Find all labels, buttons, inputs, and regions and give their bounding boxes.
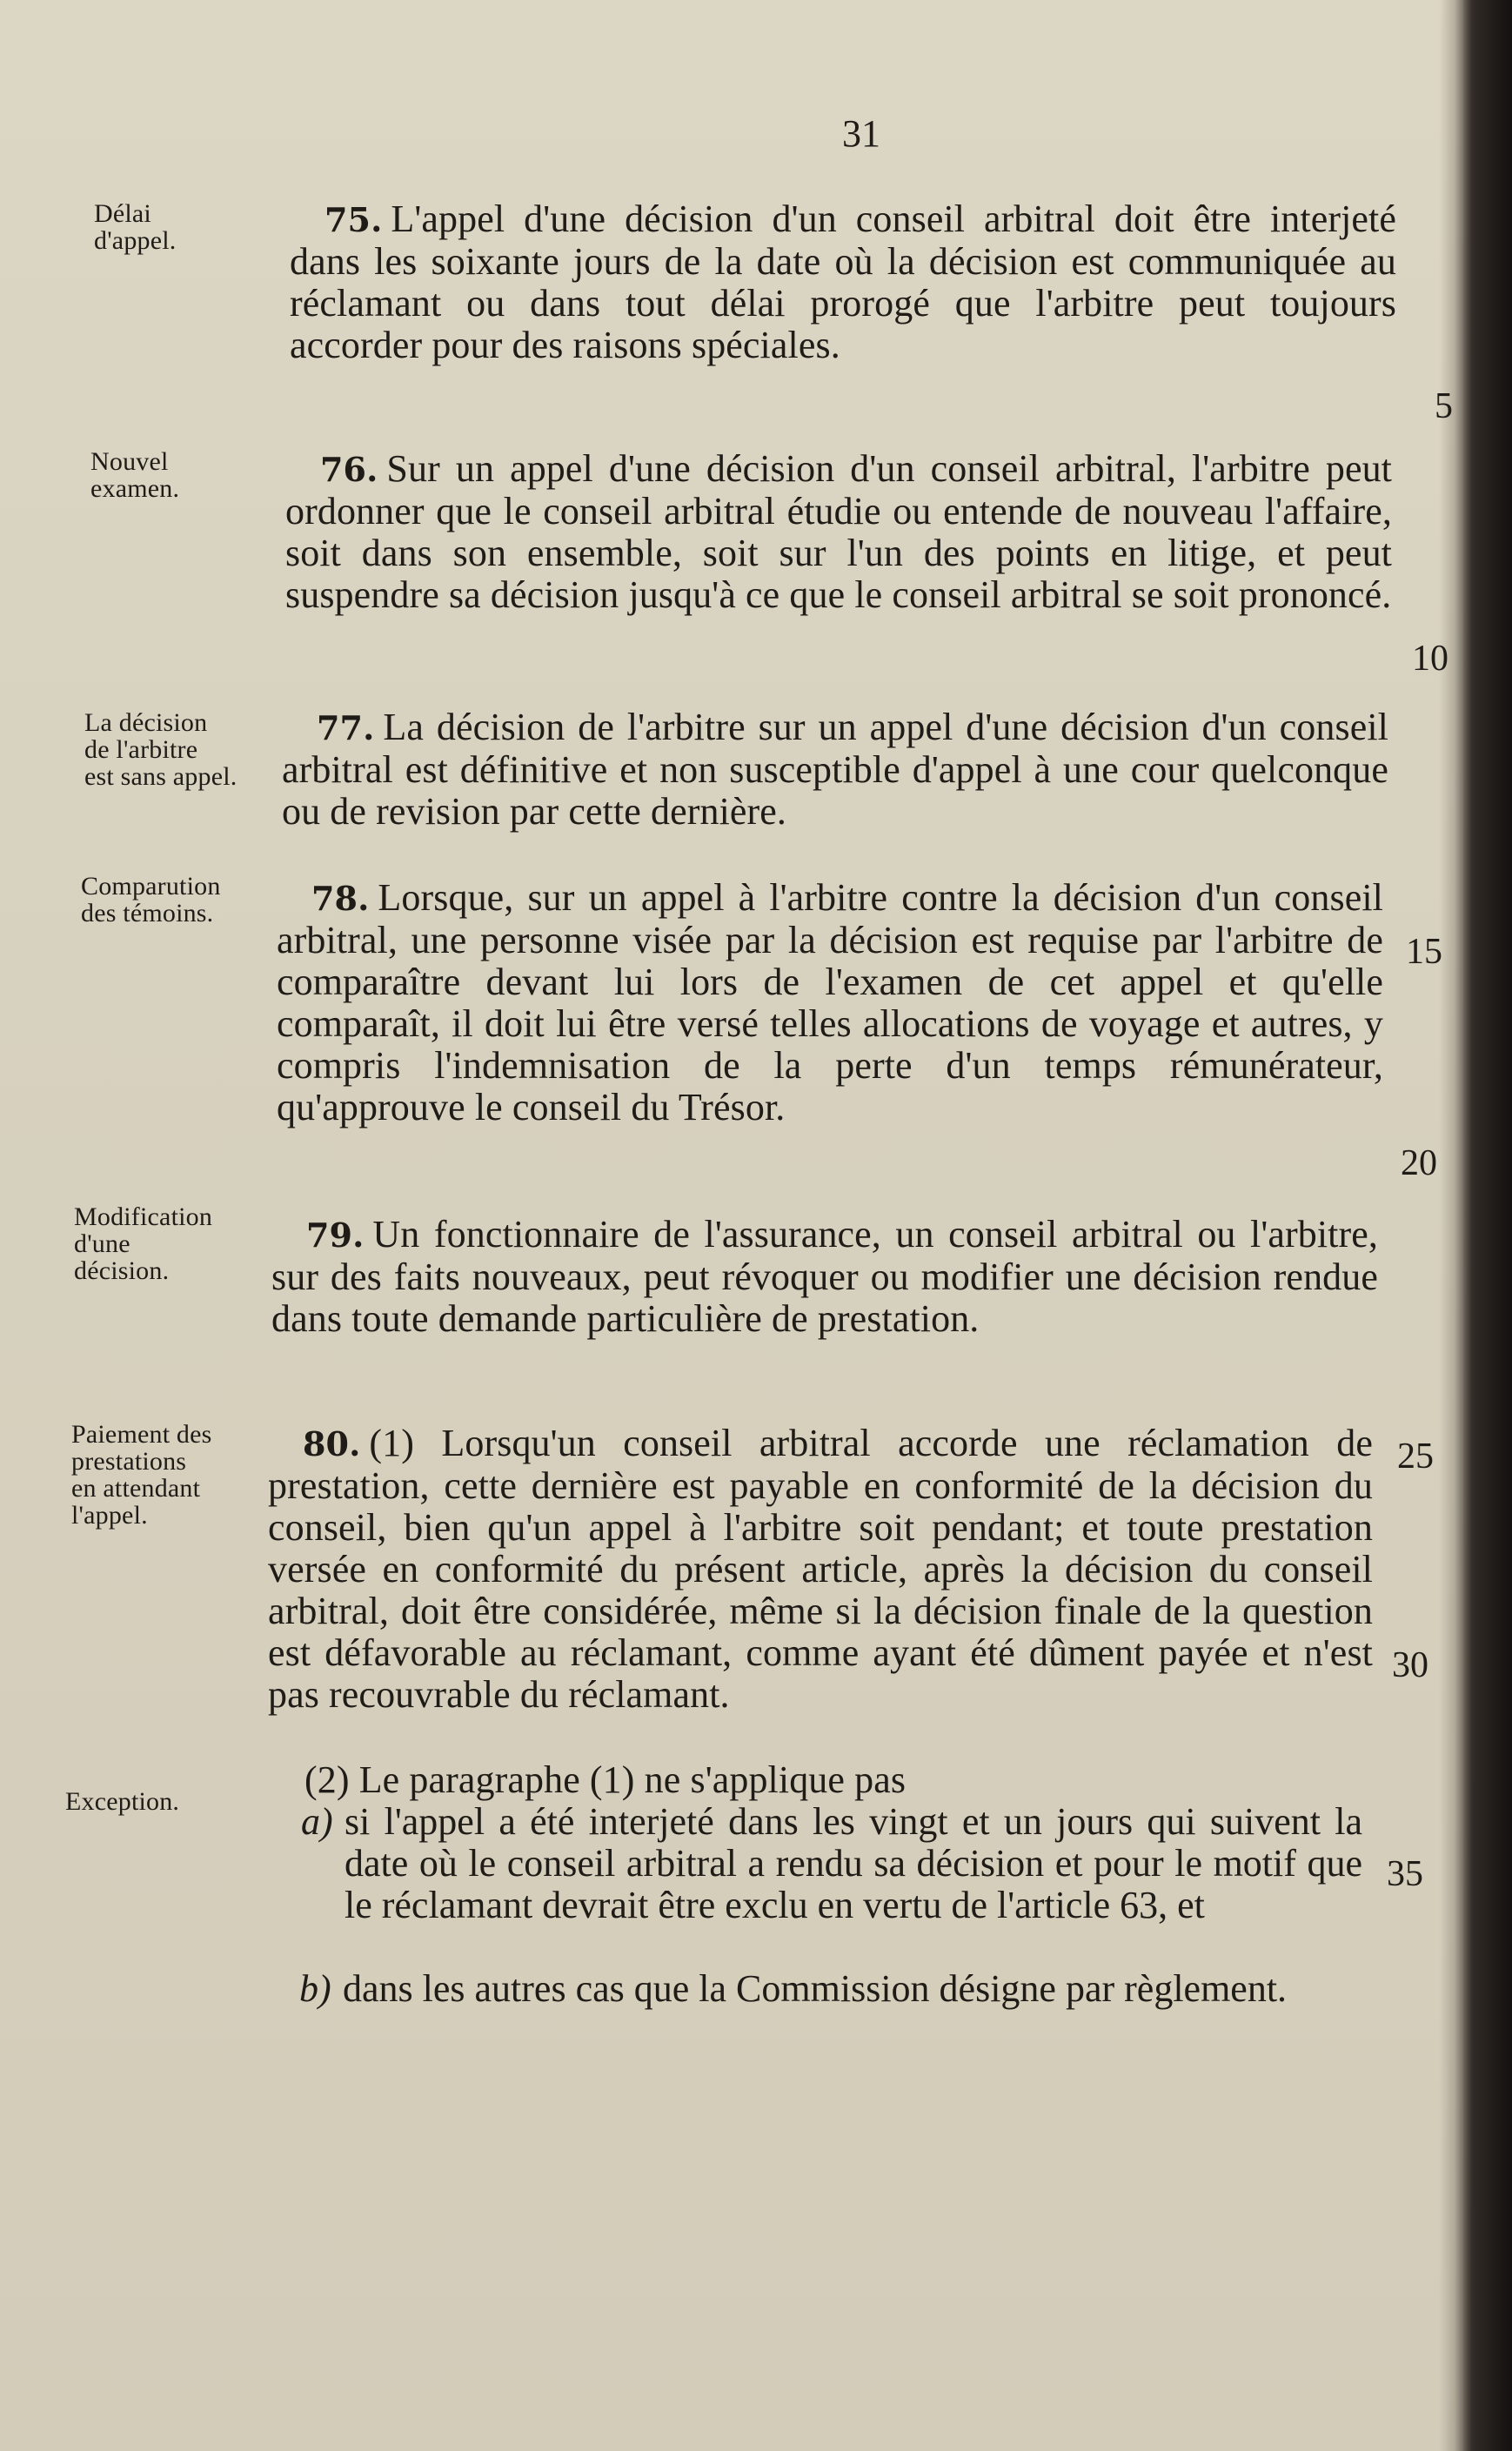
margin-note-modification: Modification d'une décision.: [74, 1202, 213, 1285]
page-number: 31: [842, 112, 880, 155]
subsection-item-a: [301, 1800, 1362, 1926]
section-80: [268, 1423, 1373, 1716]
subsection-item-b: [299, 1967, 1361, 2010]
line-number-30: 30: [1392, 1645, 1428, 1685]
line-number-10: 10: [1412, 639, 1448, 679]
section-text: Sur un appel d'une décision d'un conseil arbitral, l'arbitre peut ordonner que le conseil arbitral étudie ou entende de nouveau l'affaire, soit dans son ensemble, soit sur l'un des points en litige, et peut suspendre sa décision jusqu'à ce que le conseil arbitral se soit prononcé.: [285, 447, 1392, 616]
line-number-25: 25: [1397, 1436, 1434, 1477]
section-76: [285, 448, 1392, 616]
margin-note-delai: Délai d'appel.: [94, 199, 177, 255]
section-number: 75.: [324, 200, 383, 239]
section-text: L'appel d'une décision d'un conseil arbitral doit être interjeté dans les soixante jours de la date où la décision est communiquée au réclamant ou dans tout délai prorogé que l'arbitre peut toujours accorder pour des raisons spéciales.: [290, 198, 1396, 366]
margin-note-exception: Exception.: [65, 1787, 180, 1816]
section-text: Un fonctionnaire de l'assurance, un conseil arbitral ou l'arbitre, sur des faits nouveaux, peut révoquer ou modifier une décision rendue dans toute demande particulière de prestation.: [271, 1213, 1378, 1340]
line-number-15: 15: [1406, 932, 1442, 972]
section-text: La décision de l'arbitre sur un appel d'une décision d'un conseil arbitral est définitive et non susceptible d'appel à une cour quelconque ou de revision par cette dernière.: [282, 706, 1388, 833]
section-number: 77.: [317, 708, 375, 747]
line-number-20: 20: [1401, 1143, 1437, 1183]
item-text: dans les autres cas que la Commission désigne par règlement.: [343, 1967, 1288, 2010]
section-75: [290, 198, 1396, 366]
section-number: 79.: [306, 1215, 365, 1255]
section-79: [271, 1214, 1378, 1340]
page-binding-shadow: [1463, 0, 1512, 2451]
section-number: 76.: [320, 450, 378, 489]
margin-note-nouvel-examen: Nouvel examen.: [90, 447, 180, 503]
line-number-35: 35: [1387, 1854, 1423, 1894]
section-number: 80.: [303, 1424, 361, 1463]
section-77: [282, 707, 1388, 833]
margin-note-decision-sans-appel: La décision de l'arbitre est sans appel.: [84, 708, 238, 791]
item-text: si l'appel a été interjeté dans les vingt et un jours qui suivent la date où le conseil arbitral a rendu sa décision et pour le motif que le réclamant devrait être exclu en vertu de l'article 63, et: [345, 1800, 1362, 1926]
section-text: (1) Lorsqu'un conseil arbitral accorde une réclamation de prestation, cette dernière est payable en conformité de la décision du conseil, bien qu'un appel à l'arbitre soit pendant; et toute prestation versée en conformité du présent article, après la décision du conseil arbitral, doit être considérée, même si la décision finale de la question est défavorable au réclamant, comme ayant été dûment payée et n'est pas recouvrable du réclamant.: [268, 1422, 1373, 1716]
section-78: [277, 877, 1383, 1128]
subsection-text: (2) Le paragraphe (1) ne s'applique pas: [304, 1758, 907, 1801]
section-text: Lorsque, sur un appel à l'arbitre contre la décision d'un conseil arbitral, une personne visée par la décision est requise par l'arbitre de comparaître devant lui lors de l'examen de cet appel et qu'elle comparaît, il doit lui être versé telles allocations de voyage et autres, y compris l'indemnisation de la perte d'un temps rémunérateur, qu'approuve le conseil du Trésor.: [277, 876, 1383, 1128]
margin-note-comparution: Comparution des témoins.: [81, 872, 221, 927]
margin-note-paiement: Paiement des prestations en attendant l'appel.: [71, 1420, 212, 1530]
line-number-5: 5: [1435, 386, 1453, 426]
item-mark: b): [299, 1967, 331, 2010]
section-number: 78.: [311, 879, 370, 918]
subsection-2-intro: [304, 1759, 1366, 1801]
item-mark: a): [301, 1800, 333, 1843]
